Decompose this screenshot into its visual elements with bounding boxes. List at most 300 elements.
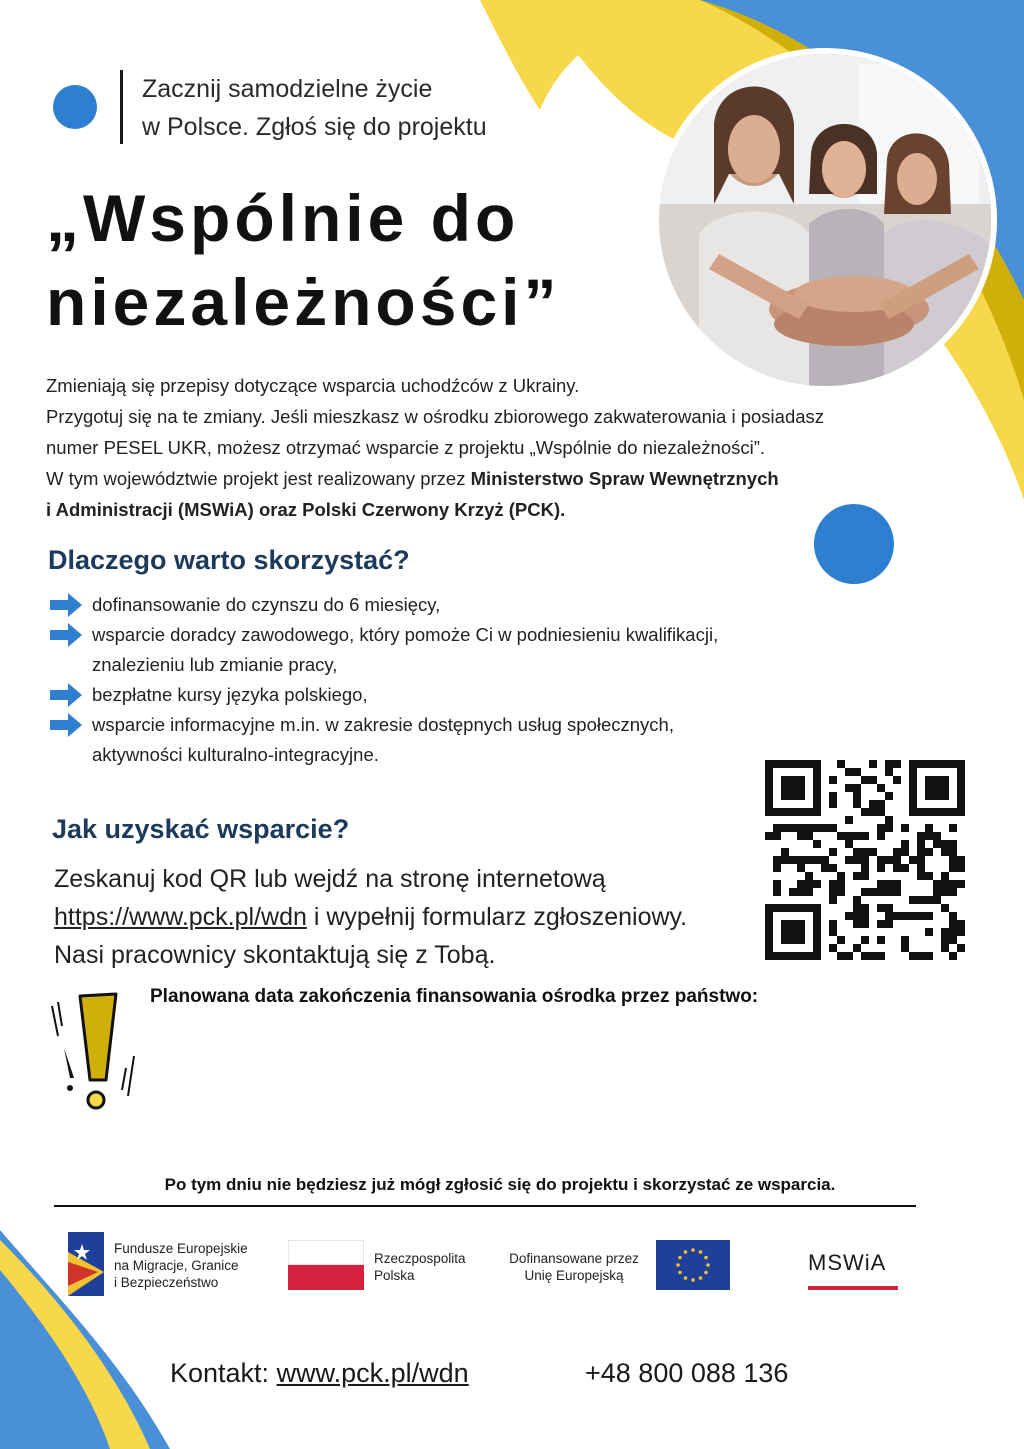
qr-module — [925, 872, 933, 880]
qr-module — [941, 928, 949, 936]
qr-module — [941, 880, 949, 888]
qr-module — [829, 880, 837, 888]
qr-module — [781, 792, 789, 800]
qr-module — [917, 848, 925, 856]
qr-module — [861, 920, 869, 928]
warning-text: Planowana data zakończenia finansowania ośrodka przez państwo: — [150, 986, 759, 1007]
qr-module — [781, 904, 789, 912]
qr-module — [853, 904, 861, 912]
eu-star-icon — [699, 1250, 703, 1254]
qr-module — [957, 776, 965, 784]
rp-line-1: Rzeczpospolita — [374, 1251, 466, 1266]
intro-line-2: w Polsce. Zgłoś się do projektu — [142, 113, 487, 141]
qr-module — [773, 864, 781, 872]
qr-module — [909, 856, 917, 864]
qr-module — [877, 880, 885, 888]
qr-module — [893, 864, 901, 872]
qr-module — [789, 824, 797, 832]
description-line-2: Przygotuj się na te zmiany. Jeśli mieszkasz w ośrodku zbiorowego zakwaterowania i posiadasz — [46, 406, 825, 427]
qr-module — [917, 760, 925, 768]
qr-module — [917, 840, 925, 848]
qr-module — [845, 768, 853, 776]
qr-module — [925, 784, 933, 792]
eu-star-icon — [706, 1263, 710, 1267]
qr-module — [789, 784, 797, 792]
qr-module — [813, 936, 821, 944]
eu-line-1: Dofinansowane przez — [509, 1251, 639, 1266]
qr-module — [957, 784, 965, 792]
qr-module — [949, 864, 957, 872]
arrow-right-icon — [50, 713, 82, 737]
qr-module — [797, 904, 805, 912]
qr-module — [925, 824, 933, 832]
description-line-4-bold: Ministerstwo Spraw Wewnętrznych — [470, 468, 779, 489]
eu-star-icon — [678, 1256, 682, 1260]
qr-module — [893, 848, 901, 856]
qr-module — [885, 856, 893, 864]
qr-module — [813, 880, 821, 888]
qr-module — [813, 768, 821, 776]
rp-line-2: Polska — [374, 1268, 415, 1283]
qr-module — [925, 776, 933, 784]
qr-module — [805, 824, 813, 832]
qr-module — [869, 952, 877, 960]
eu-star-icon — [699, 1276, 703, 1280]
qr-module — [781, 784, 789, 792]
qr-module — [773, 856, 781, 864]
qr-module — [829, 928, 837, 936]
how-line-1: Zeskanuj kod QR lub wejdź na stronę internetową — [54, 865, 606, 893]
qr-module — [797, 784, 805, 792]
qr-module — [797, 832, 805, 840]
qr-module — [829, 896, 837, 904]
qr-module — [797, 936, 805, 944]
qr-module — [813, 840, 821, 848]
qr-module — [853, 856, 861, 864]
qr-module — [837, 872, 845, 880]
qr-module — [789, 888, 797, 896]
qr-module — [861, 808, 869, 816]
qr-module — [933, 896, 941, 904]
qr-code[interactable] — [765, 760, 965, 960]
qr-module — [877, 832, 885, 840]
qr-module — [885, 816, 893, 824]
qr-module — [813, 784, 821, 792]
qr-module — [869, 808, 877, 816]
qr-module — [941, 888, 949, 896]
qr-module — [877, 864, 885, 872]
qr-module — [861, 856, 869, 864]
qr-module — [885, 920, 893, 928]
list-item-text-cont: znalezieniu lub zmianie pracy, — [92, 654, 338, 675]
qr-module — [813, 824, 821, 832]
qr-module — [957, 792, 965, 800]
qr-module — [901, 944, 909, 952]
eu-star-icon — [678, 1271, 682, 1275]
qr-module — [805, 904, 813, 912]
qr-module — [909, 912, 917, 920]
mswia-text: MSWiA — [808, 1250, 887, 1275]
qr-module — [925, 848, 933, 856]
qr-module — [941, 760, 949, 768]
qr-module — [901, 912, 909, 920]
qr-module — [901, 864, 909, 872]
qr-module — [909, 800, 917, 808]
qr-module — [941, 936, 949, 944]
qr-module — [765, 832, 773, 840]
qr-module — [909, 768, 917, 776]
rp-logo — [288, 1240, 478, 1292]
qr-module — [885, 880, 893, 888]
qr-module — [933, 888, 941, 896]
eu-star-icon — [691, 1278, 695, 1282]
list-item — [50, 590, 810, 620]
qr-module — [877, 824, 885, 832]
qr-module — [861, 872, 869, 880]
qr-module — [805, 808, 813, 816]
qr-module — [901, 824, 909, 832]
fundusze-line-1: Fundusze Europejskie — [114, 1241, 248, 1256]
description — [46, 370, 946, 525]
qr-module — [797, 880, 805, 888]
qr-module — [789, 904, 797, 912]
qr-module — [789, 776, 797, 784]
qr-module — [845, 840, 853, 848]
qr-module — [885, 792, 893, 800]
footer-note: Po tym dniu nie będziesz już mógł zgłosić się do projektu i skorzystać ze wsparcia. — [164, 1175, 836, 1194]
qr-module — [917, 912, 925, 920]
qr-module — [941, 872, 949, 880]
qr-module — [949, 920, 957, 928]
qr-module — [957, 880, 965, 888]
qr-module — [837, 952, 845, 960]
qr-module — [813, 928, 821, 936]
qr-module — [917, 872, 925, 880]
qr-module — [853, 832, 861, 840]
qr-module — [813, 904, 821, 912]
qr-module — [941, 840, 949, 848]
title-line-1: „Wspólnie do — [46, 181, 520, 255]
qr-module — [885, 904, 893, 912]
eu-star-icon — [691, 1248, 695, 1252]
qr-module — [773, 760, 781, 768]
qr-module — [885, 760, 893, 768]
fundusze-line-3: i Bezpieczeństwo — [114, 1275, 219, 1290]
intro-line-1: Zacznij samodzielne życie — [142, 75, 433, 103]
qr-module — [949, 856, 957, 864]
how-line-3: Nasi pracownicy skontaktują się z Tobą. — [54, 941, 496, 969]
qr-module — [813, 944, 821, 952]
qr-module — [925, 808, 933, 816]
qr-module — [861, 848, 869, 856]
qr-module — [941, 776, 949, 784]
qr-module — [797, 864, 805, 872]
qr-module — [805, 856, 813, 864]
qr-module — [797, 928, 805, 936]
eu-star-icon — [704, 1271, 708, 1275]
qr-module — [877, 784, 885, 792]
qr-module — [829, 864, 837, 872]
intro-text — [142, 70, 487, 146]
qr-module — [797, 856, 805, 864]
qr-module — [813, 776, 821, 784]
mswia-red-bar — [808, 1286, 898, 1290]
exclamation-icon — [50, 986, 140, 1114]
list-item — [50, 710, 810, 770]
qr-module — [805, 880, 813, 888]
how-text — [54, 860, 774, 974]
qr-module — [789, 856, 797, 864]
qr-module — [941, 848, 949, 856]
qr-module — [949, 840, 957, 848]
description-line-5-bold: i Administracji (MSWiA) oraz Polski Czerwony Krzyż (PCK). — [46, 499, 566, 520]
qr-module — [957, 800, 965, 808]
qr-module — [949, 880, 957, 888]
qr-module — [917, 952, 925, 960]
qr-module — [797, 792, 805, 800]
eu-flag-icon — [656, 1240, 730, 1290]
qr-module — [813, 760, 821, 768]
list-item-text: wsparcie doradcy zawodowego, który pomoże Ci w podniesieniu kwalifikacji, — [92, 624, 719, 645]
qr-module — [917, 808, 925, 816]
qr-module — [917, 832, 925, 840]
qr-module — [829, 848, 837, 856]
qr-module — [877, 904, 885, 912]
qr-module — [765, 784, 773, 792]
qr-module — [789, 792, 797, 800]
qr-module — [789, 920, 797, 928]
qr-module — [925, 792, 933, 800]
qr-module — [957, 768, 965, 776]
qr-module — [941, 944, 949, 952]
benefits-list — [50, 590, 810, 770]
qr-module — [877, 952, 885, 960]
fundusze-logo — [68, 1232, 288, 1302]
qr-module — [837, 888, 845, 896]
qr-module — [869, 776, 877, 784]
qr-module — [853, 896, 861, 904]
qr-module — [845, 856, 853, 864]
qr-module — [885, 888, 893, 896]
registration-link[interactable]: https://www.pck.pl/wdn — [54, 903, 307, 931]
qr-module — [845, 816, 853, 824]
qr-module — [789, 952, 797, 960]
list-item-text-cont: aktywności kulturalno-integracyjne. — [92, 744, 379, 765]
qr-module — [773, 904, 781, 912]
contact-label: Kontakt: — [170, 1358, 277, 1388]
qr-module — [933, 760, 941, 768]
qr-module — [837, 832, 845, 840]
qr-module — [861, 888, 869, 896]
qr-module — [861, 832, 869, 840]
qr-module — [933, 792, 941, 800]
eu-star-icon — [676, 1263, 680, 1267]
contact-link[interactable]: www.pck.pl/wdn — [276, 1358, 469, 1388]
qr-module — [821, 824, 829, 832]
qr-module — [885, 912, 893, 920]
qr-module — [933, 840, 941, 848]
qr-module — [877, 808, 885, 816]
qr-module — [845, 952, 853, 960]
qr-module — [789, 928, 797, 936]
qr-module — [781, 808, 789, 816]
qr-module — [853, 800, 861, 808]
mswia-logo — [808, 1250, 900, 1296]
qr-module — [765, 800, 773, 808]
eu-logo — [504, 1240, 734, 1292]
qr-module — [861, 864, 869, 872]
qr-module — [773, 832, 781, 840]
qr-module — [797, 760, 805, 768]
qr-module — [901, 840, 909, 848]
qr-module — [789, 808, 797, 816]
qr-module — [941, 808, 949, 816]
contact-phone[interactable]: +48 800 088 136 — [585, 1358, 789, 1388]
qr-module — [893, 856, 901, 864]
qr-module — [941, 792, 949, 800]
qr-module — [909, 776, 917, 784]
qr-module — [941, 904, 949, 912]
qr-module — [781, 952, 789, 960]
qr-module — [893, 880, 901, 888]
contact — [170, 1358, 469, 1389]
how-line-2 — [54, 898, 774, 936]
list-item-text: wsparcie informacyjne m.in. w zakresie dostępnych usług społecznych, — [92, 714, 674, 735]
qr-module — [933, 808, 941, 816]
qr-module — [813, 808, 821, 816]
qr-module — [829, 888, 837, 896]
how-heading: Jak uzyskać wsparcie? — [52, 814, 350, 844]
qr-module — [877, 936, 885, 944]
description-line-1: Zmieniają się przepisy dotyczące wsparcia uchodźców z Ukrainy. — [46, 375, 580, 396]
description-line-4 — [46, 463, 946, 494]
qr-module — [917, 864, 925, 872]
qr-module — [813, 920, 821, 928]
qr-module — [949, 824, 957, 832]
qr-module — [909, 808, 917, 816]
qr-module — [869, 848, 877, 856]
list-item-text: bezpłatne kursy języka polskiego, — [92, 684, 368, 705]
list-item-text: dofinansowanie do czynszu do 6 miesięcy, — [92, 594, 441, 615]
qr-module — [901, 936, 909, 944]
qr-module — [933, 776, 941, 784]
qr-module — [909, 760, 917, 768]
qr-module — [797, 920, 805, 928]
qr-module — [949, 952, 957, 960]
arrow-right-icon — [50, 683, 82, 707]
qr-module — [949, 808, 957, 816]
qr-module — [821, 856, 829, 864]
qr-module — [773, 952, 781, 960]
qr-module — [781, 920, 789, 928]
qr-module — [765, 808, 773, 816]
qr-module — [829, 792, 837, 800]
qr-module — [829, 800, 837, 808]
qr-module — [877, 888, 885, 896]
list-item — [50, 620, 810, 680]
qr-module — [957, 760, 965, 768]
fundusze-line-2: na Migracje, Granice — [114, 1258, 239, 1273]
eu-line-2: Unię Europejską — [524, 1268, 624, 1283]
arrow-right-icon — [50, 623, 82, 647]
description-line-5 — [46, 494, 946, 525]
qr-module — [869, 800, 877, 808]
qr-module — [781, 848, 789, 856]
qr-module — [877, 800, 885, 808]
qr-module — [837, 936, 845, 944]
qr-module — [933, 832, 941, 840]
qr-module — [893, 776, 901, 784]
qr-module — [765, 768, 773, 776]
qr-module — [829, 776, 837, 784]
qr-module — [829, 920, 837, 928]
qr-module — [853, 912, 861, 920]
qr-module — [869, 888, 877, 896]
qr-module — [781, 760, 789, 768]
qr-module — [781, 936, 789, 944]
arrow-right-icon — [50, 593, 82, 617]
eu-funds-flag-icon — [68, 1232, 104, 1296]
qr-module — [925, 760, 933, 768]
qr-module — [925, 952, 933, 960]
qr-module — [957, 944, 965, 952]
qr-module — [917, 896, 925, 904]
qr-module — [933, 784, 941, 792]
qr-module — [805, 832, 813, 840]
qr-module — [797, 824, 805, 832]
qr-module — [869, 760, 877, 768]
qr-module — [893, 760, 901, 768]
qr-module — [781, 776, 789, 784]
qr-module — [877, 920, 885, 928]
qr-module — [925, 912, 933, 920]
qr-module — [949, 936, 957, 944]
qr-module — [773, 824, 781, 832]
qr-module — [909, 952, 917, 960]
qr-module — [813, 912, 821, 920]
qr-module — [781, 824, 789, 832]
qr-module — [845, 832, 853, 840]
qr-module — [901, 848, 909, 856]
qr-module — [925, 928, 933, 936]
qr-module — [805, 872, 813, 880]
qr-module — [765, 760, 773, 768]
qr-module — [821, 864, 829, 872]
qr-module — [829, 824, 837, 832]
qr-module — [925, 832, 933, 840]
qr-module — [885, 768, 893, 776]
qr-module — [909, 784, 917, 792]
why-heading: Dlaczego warto skorzystać? — [48, 545, 410, 575]
qr-module — [781, 856, 789, 864]
qr-module — [853, 792, 861, 800]
qr-module — [861, 912, 869, 920]
how-line-2-suffix: i wypełnij formularz zgłoszeniowy. — [306, 903, 688, 931]
qr-module — [773, 808, 781, 816]
polish-flag-icon — [288, 1240, 364, 1290]
qr-module — [845, 912, 853, 920]
eu-star-icon — [684, 1250, 688, 1254]
qr-module — [949, 760, 957, 768]
qr-module — [773, 880, 781, 888]
qr-module — [877, 856, 885, 864]
qr-module — [957, 920, 965, 928]
qr-module — [861, 936, 869, 944]
page-title — [46, 176, 561, 344]
qr-module — [861, 776, 869, 784]
qr-module — [941, 784, 949, 792]
intro-divider — [120, 70, 123, 144]
